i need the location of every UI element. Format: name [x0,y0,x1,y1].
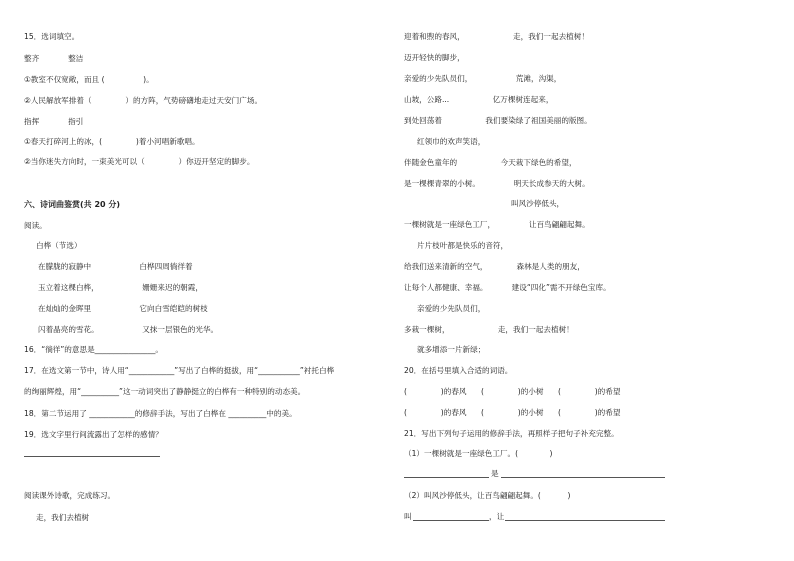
right-column [397,0,794,561]
q20-row-1: ( )的春风 ( )的小树 ( )的希望 [404,387,621,396]
section-6-title: 六、诗词曲鉴赏(共 20 分) [24,200,121,209]
poem-title: 白桦（节选） [36,241,82,250]
q16: 16．“徜徉”的意思是________________。 [24,345,164,354]
poem-2-line-4: 山坡，公路... 亿万棵树连起来， [404,95,554,104]
poem-2-line-7: 伴随金色童年的 今天栽下绿色的希望， [404,158,577,167]
poem-2-line-2: 迈开轻快的脚步， [404,53,465,62]
poem-2-line-10: 一棵树就是一座绿色工厂， 让百鸟翩翩起舞。 [404,220,590,229]
poem-2-line-5: 到处回荡着 我们要染绿了祖国美丽的版图。 [404,116,592,125]
q15-title: 15．选词填空。 [24,32,80,41]
q21-1-blank-b[interactable] [501,477,665,478]
poem-line-4: 闪着晶亮的雪花。 又抹一层银色的光华。 [38,325,219,334]
poem-2-line-16: 就多增添一片新绿； [417,345,486,354]
q19: 19．选文字里行间流露出了怎样的感情？ [24,430,163,439]
poem-2-line-12: 给我们送来清新的空气， 森林是人类的朋友， [404,262,585,271]
poem-2-line-1: 迎着和煦的春风， 走，我们一起去植树！ [404,32,589,41]
q21-1-connector: 是 [491,469,499,478]
poem-2-title: 走，我们去植树 [36,513,90,522]
q15-sentence-2: ②人民解放军排着（ ）的方阵，气势磅礴地走过天安门广场。 [24,96,263,105]
q15-sentence-3: ①春天打碎河上的冰，( )着小河唱新歌唱。 [24,137,200,146]
q15-word-pair-1: 整齐 整洁 [24,54,84,63]
poem-2-line-14: 亲爱的少先队员们， [417,304,486,313]
q15-sentence-1: ①教室不仅宽敞，而且 ( )。 [24,75,154,84]
q21-2-prefix: 叫 [404,512,412,521]
read-label: 阅读。 [24,221,47,230]
poem-line-3: 在灿灿的金晖里 它向白雪皑皑的树枝 [38,304,208,313]
q21-2-blank-b[interactable] [505,520,665,521]
poem-2-line-3: 亲爱的少先队员们， 荒滩，沟渠， [404,74,562,83]
q21-1-blank-a[interactable] [404,477,489,478]
q19-answer-line[interactable] [24,456,160,457]
poem-2-line-15: 多栽一棵树， 走，我们一起去植树！ [404,325,574,334]
poem-2-line-6: 红领巾的欢声笑语， [417,137,486,146]
poem-line-1: 在朦胧的寂静中 白桦四周徜徉着 [38,262,193,271]
q15-sentence-4: ②当你迷失方向时，一束美光可以（ ）你迈开坚定的脚步。 [24,157,255,166]
poem-2-line-13: 让每个人都健康、幸福。 建设“四化”需不开绿色宝库。 [404,283,611,292]
q20: 20．在括号里填入合适的词语。 [404,366,513,375]
q21-2-connector: ，让 [489,512,505,521]
q21-2-blank-a[interactable] [413,520,489,521]
q20-row-2: ( )的春风 ( )的小树 ( )的希望 [404,408,621,417]
q18: 18．第二节运用了 ____________的修辞手法，写出了白桦在 __________中的美。 [24,409,297,418]
poem-2-line-11: 片片枝叶都是快乐的音符， [417,241,509,250]
poem-line-2: 玉立着这棵白桦， 姗姗来迟的朝霞， [38,283,203,292]
read-2-label: 阅读课外诗歌，完成练习。 [24,491,116,500]
q21-2: （2）叫风沙停低头，让百鸟翩翩起舞。( ) [404,491,571,500]
q21: 21．写出下列句子运用的修辞手法，再照样子把句子补充完整。 [404,429,619,438]
poem-2-line-9: 叫风沙停低头， [511,199,565,208]
q17-line-2: 的绚丽辉煌，用“__________”这一动词突出了静静挺立的白桦有一种特别的动态美。 [24,387,306,396]
poem-2-line-8: 是一棵棵青翠的小树。 明天长成参天的大树。 [404,179,590,188]
q17-line-1: 17．在选文第一节中，诗人用“____________”写出了白桦的挺拔，用“___________”衬托白桦 [24,366,335,375]
q15-word-pair-2: 指挥 指引 [24,117,84,126]
q21-1: （1）一棵树就是一座绿色工厂。( ) [404,449,553,458]
